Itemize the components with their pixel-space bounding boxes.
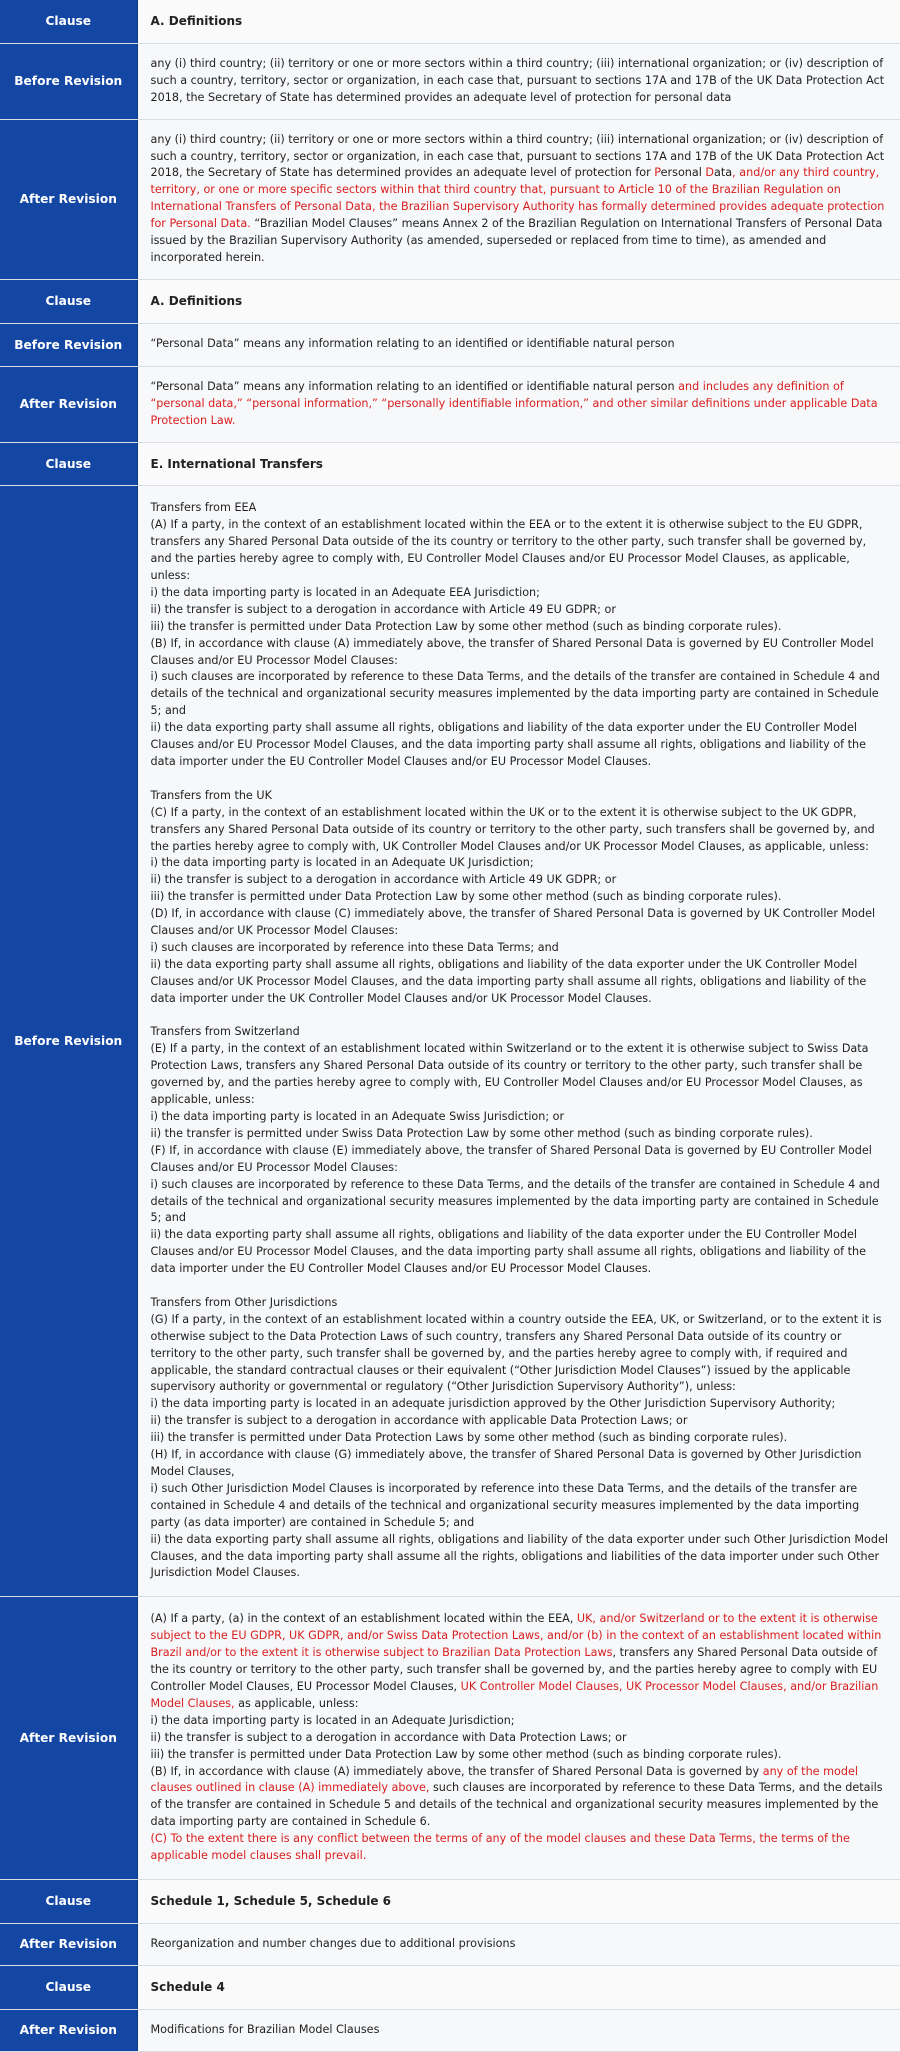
after-text (137, 119, 900, 279)
clause-title: A. Definitions (137, 0, 900, 43)
section-heading: Transfers from Switzerland (150, 1025, 300, 1039)
clause-row (0, 1879, 900, 1923)
after-label: After Revision (0, 119, 137, 279)
paragraph: (C) If a party, in the context of an establishment located within the UK or to the extent it is otherwise subject to the UK GDPR, transfers any Shared Personal Data outside of its country or territory to the other party, such transfers shall be governed by, and the parties hereby agree to comply with, UK Controller Model Clauses and/or UK Processor Model Clauses, as applicable, unless: (150, 805, 875, 853)
clause-row (0, 1965, 900, 2009)
paragraph: ii) the data exporting party shall assume all rights, obligations and liability of the data exporter under the UK Controller Model Clauses and/or UK Processor Model Clauses, and the data importing party shall assume all rights, obligations and liability of the data importer under the UK Controller Model Clauses and/or UK Processor Model Clauses. (150, 957, 867, 1005)
section-uk (151, 788, 891, 1008)
added-text: , and/or any third country, territory, or one or more specific sectors within that third country that, pursuant to Article 10 of the Brazilian Regulation on International Transfers of Personal Data, the Brazilian Supervisory Authority has formally determined provides adequate protection for Personal Data. (150, 166, 885, 231)
text-segment: (B) If, in accordance with clause (A) immediately above, the transfer of Shared Personal Data is governed by (150, 1764, 763, 1778)
paragraph: (D) If, in accordance with clause (C) immediately above, the transfer of Shared Personal Data is governed by UK Controller Model Clauses and/or UK Processor Model Clauses: (150, 907, 876, 938)
after-text: Modifications for Brazilian Model Clauses (137, 2009, 900, 2051)
clause-label: Clause (0, 0, 137, 43)
section-switzerland (151, 1024, 891, 1278)
paragraph: i) the data importing party is located in an adequate jurisdiction approved by the Other Jurisdiction Supervisory Authority; (150, 1397, 836, 1411)
paragraph: iii) the transfer is permitted under Data Protection Law by some other method (such as binding corporate rules). (150, 890, 782, 904)
after-label: After Revision (0, 1597, 137, 1880)
paragraph: ii) the data exporting party shall assume all rights, obligations and liability of the data exporter under such Other Jurisdiction Model Clauses, and the data importing party shall assume all the rights, obligations and liabilities of the data importer under such Other Jurisdiction Model Clauses. (150, 1532, 888, 1580)
before-label: Before Revision (0, 486, 137, 1597)
paragraph: iii) the transfer is permitted under Data Protection Laws by some other method (such as binding corporate rules). (150, 1431, 788, 1445)
text-segment: , transfers any Shared Personal Data outside of the its country or territory to the other party, such transfer shall be governed by, and the parties hereby agree to comply with EU Controller Model Clauses, EU Processor Model Clauses, (150, 1646, 878, 1693)
after-label: After Revision (0, 1923, 137, 1965)
clause-row (0, 279, 900, 323)
paragraph: i) the data importing party is located in an Adequate Jurisdiction; (150, 1713, 515, 1727)
section-heading: Transfers from the UK (150, 788, 272, 802)
text-segment: such clauses are incorporated by reference to these Data Terms, and the details of the transfer are contained in Schedule 5 and details of the technical and organizational security measures implemented by the data importing party are contained in Schedule 6. (150, 1781, 883, 1829)
added-text: UK, and/or Switzerland or to the extent it is otherwise subject to the EU GDPR, UK GDPR, and/or Swiss Data Protection Laws, and/or (b) in the context of an establishment located within Brazil and/or to the extent it is otherwise subject to Brazilian Data Protection Laws (150, 1612, 882, 1660)
before-row (0, 43, 900, 119)
before-row (0, 486, 900, 1597)
paragraph (151, 1764, 891, 1832)
clause-title: Schedule 1, Schedule 5, Schedule 6 (137, 1879, 900, 1923)
after-row (0, 2009, 900, 2051)
paragraph: (A) If a party, in the context of an establishment located within the EEA or to the extent it is otherwise subject to the EU GDPR, transfers any Shared Personal Data outside of the its country or territory to the other party, such transfer shall be governed by, and the parties hereby agree to comply with, EU Controller Model Clauses and/or EU Processor Model Clauses, as applicable, unless: (150, 518, 867, 583)
paragraph: ii) the transfer is subject to a derogation in accordance with Data Protection Laws; or (150, 1730, 627, 1744)
paragraph: i) the data importing party is located in an Adequate EEA Jurisdiction; (150, 585, 540, 599)
added-text: D (705, 166, 715, 180)
paragraph: ii) the transfer is subject to a derogation in accordance with Article 49 EU GDPR; or (150, 602, 616, 616)
section-heading: Transfers from Other Jurisdictions (150, 1295, 338, 1309)
paragraph: i) such clauses are incorporated by reference into these Data Terms; and (150, 940, 559, 954)
before-row (0, 323, 900, 366)
section-eea (151, 500, 891, 771)
added-text: UK Controller Model Clauses, UK Processor Model Clauses, and/or Brazilian Model Clauses, (150, 1679, 879, 1710)
after-row (0, 1597, 900, 1880)
after-label: After Revision (0, 366, 137, 442)
paragraph: i) the data importing party is located in an Adequate Swiss Jurisdiction; or (150, 1110, 565, 1123)
clause-label: Clause (0, 1879, 137, 1923)
paragraph: i) such clauses are incorporated by reference to these Data Terms, and the details of the transfer are contained in Schedule 4 and details of the technical and organizational security measures implemented by the data importing party are contained in Schedule 5; and (150, 670, 880, 718)
text-segment: “Personal Data” means any information relating to an identified or identifiable natural person (150, 379, 675, 393)
paragraph: i) such Other Jurisdiction Model Clauses is incorporated by reference into these Data Terms, and the details of the transfer are contained in Schedule 4 and details of the technical and organizational security measures implemented by the data importing party (as data importer) are contained in Schedule 5; and (150, 1481, 860, 1529)
clause-row (0, 0, 900, 43)
before-text: “Personal Data” means any information relating to an identified or identifiable natural person (137, 323, 900, 366)
text-segment: (A) If a party, (a) in the context of an establishment located within the EEA, (150, 1612, 577, 1626)
paragraph: ii) the data exporting party shall assume all rights, obligations and liability of the data exporter under the EU Controller Model Clauses and/or EU Processor Model Clauses, and the data importing party shall assume all rights, obligations and liability of the data importer under the EU Controller Model Clauses and/or EU Processor Model Clauses. (150, 1228, 867, 1276)
paragraph: ii) the transfer is subject to a derogation in accordance with Article 49 UK GDPR; or (150, 873, 617, 887)
added-paragraph: (C) To the extent there is any conflict between the terms of any of the model clauses and these Data Terms, the terms of the applicable model clauses shall prevail. (150, 1832, 850, 1863)
text-segment: any (i) third country; (ii) territory or one or more sectors within a third country; (iii) international organization; or (iv) description of such a country, territory, sector or organization, in each case that, pursuant to sections 17A and 17B of the UK Data Protection Act 2018, the Secretary of State has determined provides an adequate level of protection for (150, 132, 885, 180)
added-text: P (654, 166, 661, 180)
clause-title: A. Definitions (137, 279, 900, 323)
text-segment: as applicable, unless: (234, 1696, 359, 1710)
paragraph: (F) If, in accordance with clause (E) immediately above, the transfer of Shared Personal Data is governed by EU Controller Model Clauses and/or EU Processor Model Clauses: (150, 1143, 872, 1174)
clause-title: Schedule 4 (137, 1965, 900, 2009)
before-label: Before Revision (0, 323, 137, 366)
after-row (0, 119, 900, 279)
clause-label: Clause (0, 279, 137, 323)
before-text (137, 486, 900, 1597)
after-text (137, 366, 900, 442)
section-heading: Transfers from EEA (150, 501, 257, 515)
after-text: Reorganization and number changes due to additional provisions (137, 1923, 900, 1965)
paragraph: iii) the transfer is permitted under Data Protection Law by some other method (such as binding corporate rules). (150, 1747, 782, 1761)
clause-title: E. International Transfers (137, 442, 900, 486)
after-label: After Revision (0, 2009, 137, 2051)
added-text: any of the model clauses outlined in clause (A) immediately above, (150, 1764, 858, 1795)
clause-label: Clause (0, 1965, 137, 2009)
added-text: and includes any definition of “personal data,” “personal information,” “personally identifiable information,” and other similar definitions under applicable Data Protection Law. (150, 379, 878, 427)
after-text (137, 1597, 900, 1880)
clause-row (0, 442, 900, 486)
paragraph: i) the data importing party is located in an Adequate UK Jurisdiction; (150, 856, 534, 870)
paragraph: i) such clauses are incorporated by reference to these Data Terms, and the details of the transfer are contained in Schedule 4 and details of the technical and organizational security measures implemented by the data importing party are contained in Schedule 5; and (150, 1177, 880, 1225)
text-segment: ersonal (660, 166, 706, 180)
text-segment: ata (714, 166, 733, 180)
paragraph: (E) If a party, in the context of an establishment located within Switzerland or to the extent it is otherwise subject to Swiss Data Protection Laws, transfers any Shared Personal Data outside of its country or territory to the other party, such transfer shall be governed by, and the parties hereby agree to comply with, EU Controller Model Clauses and/or EU Processor Model Clauses, as applicable, unless: (150, 1042, 869, 1107)
paragraph: ii) the transfer is permitted under Swiss Data Protection Law by some other method (such as binding corporate rules). (150, 1126, 813, 1140)
clause-label: Clause (0, 442, 137, 486)
paragraph: iii) the transfer is permitted under Data Protection Law by some other method (such as binding corporate rules). (150, 619, 782, 633)
paragraph: (B) If, in accordance with clause (A) immediately above, the transfer of Shared Personal Data is governed by EU Controller Model Clauses and/or EU Processor Model Clauses: (150, 636, 874, 667)
after-row (0, 366, 900, 442)
paragraph: (H) If, in accordance with clause (G) immediately above, the transfer of Shared Personal Data is governed by Other Jurisdiction Model Clauses, (150, 1448, 862, 1479)
text-segment: “Brazilian Model Clauses” means Annex 2 of the Brazilian Regulation on International Transfers of Personal Data issued by the Brazilian Supervisory Authority (as amended, superseded or replaced from time to time), as amended and incorporated herein. (150, 217, 883, 264)
after-row (0, 1923, 900, 1965)
paragraph: ii) the data exporting party shall assume all rights, obligations and liability of the data exporter under the EU Controller Model Clauses and/or EU Processor Model Clauses, and the data importing party shall assume all rights, obligations and liability of the data importer under the EU Controller Model Clauses and/or EU Processor Model Clauses. (150, 721, 867, 768)
paragraph: (G) If a party, in the context of an establishment located within a country outside the EEA, UK, or Switzerland, or to the extent it is otherwise subject to the Data Protection Laws of such country, transfers any Shared Personal Data outside of its country or territory to the other party, such transfer shall be governed by, and the parties hereby agree to comply with, if required and applicable, the standard contractual clauses or their equivalent (“Other Jurisdiction Model Clauses”) issued by the applicable supervisory authority or governmental or regulatory (“Other Jurisdiction Supervisory Authority”), unless: (150, 1312, 882, 1394)
before-text: any (i) third country; (ii) territory or one or more sectors within a third country; (iii) international organization; or (iv) description of such a country, territory, sector or organization, in each case that, pursuant to sections 17A and 17B of the UK Data Protection Act 2018, the Secretary of State has determined provides an adequate level of protection for personal data (137, 43, 900, 119)
paragraph (151, 1611, 891, 1712)
before-label: Before Revision (0, 43, 137, 119)
paragraph: ii) the transfer is subject to a derogation in accordance with applicable Data Protection Laws; or (150, 1414, 688, 1428)
section-other-jurisdictions (151, 1295, 891, 1582)
